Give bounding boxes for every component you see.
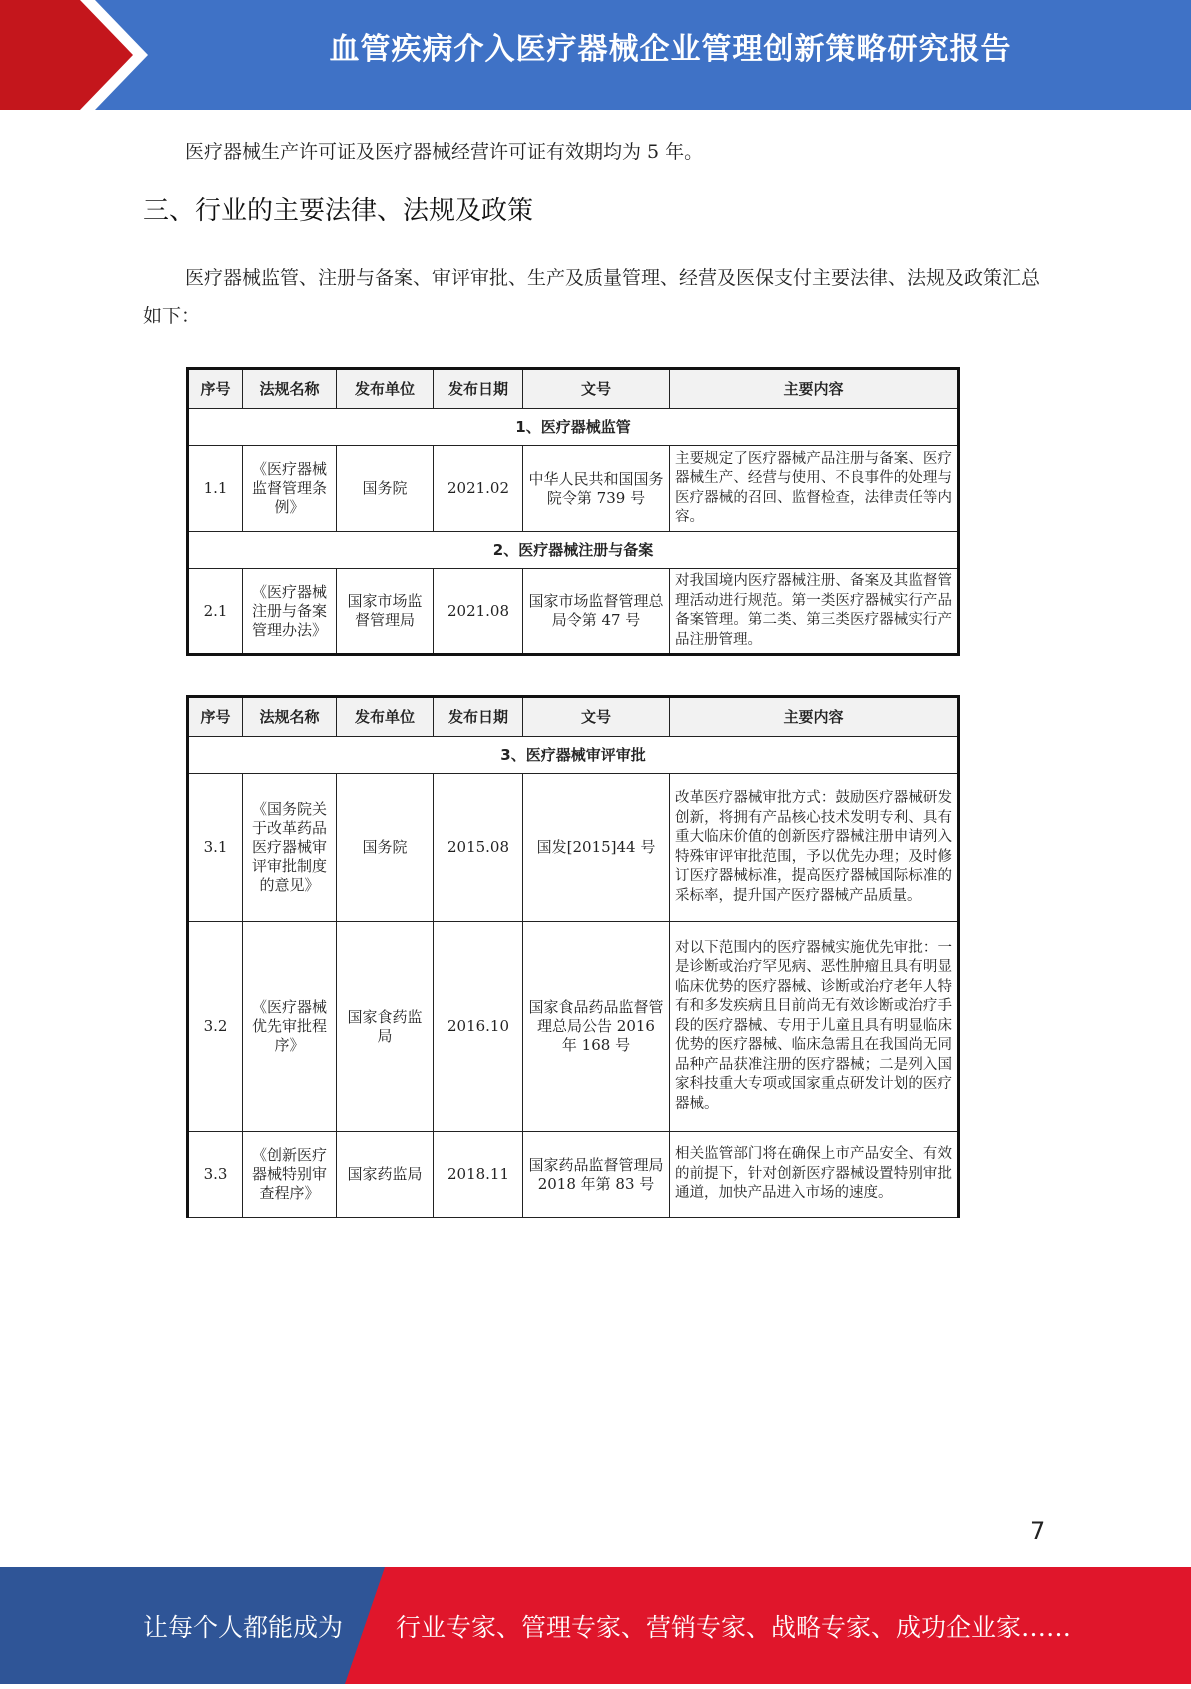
col-header-no: 序号 bbox=[188, 369, 243, 409]
regulation-table-2 bbox=[186, 695, 960, 1218]
cell-name: 《医疗器械注册与备案管理办法》 bbox=[243, 569, 337, 655]
table-header-row bbox=[188, 697, 959, 737]
cell-date: 2021.08 bbox=[434, 569, 523, 655]
col-header-date: 发布日期 bbox=[434, 369, 523, 409]
col-header-doc: 文号 bbox=[523, 369, 670, 409]
cell-no: 3.3 bbox=[188, 1132, 243, 1218]
col-header-publisher: 发布单位 bbox=[337, 369, 434, 409]
table-row bbox=[188, 569, 959, 655]
table-section-row bbox=[188, 737, 959, 774]
cell-publisher: 国务院 bbox=[337, 446, 434, 532]
footer-banner bbox=[0, 1567, 1191, 1684]
cell-date: 2016.10 bbox=[434, 922, 523, 1132]
cell-doc: 中华人民共和国国务院令第 739 号 bbox=[523, 446, 670, 532]
section-title-cell: 1、医疗器械监管 bbox=[188, 409, 959, 446]
table-row bbox=[188, 774, 959, 922]
cell-content: 改革医疗器械审批方式：鼓励医疗器械研发创新，将拥有产品核心技术发明专利、具有重大临床价值的创新医疗器械注册申请列入特殊审评审批范围，予以优先办理；及时修订医疗器械标准，提高医疗器械国际标准的采标率，提升国产医疗器械产品质量。 bbox=[670, 774, 959, 922]
table-section-row bbox=[188, 532, 959, 569]
section-title-cell: 3、医疗器械审评审批 bbox=[188, 737, 959, 774]
cell-date: 2018.11 bbox=[434, 1132, 523, 1218]
intro-paragraph: 医疗器械生产许可证及医疗器械经营许可证有效期均为 5 年。 bbox=[185, 141, 704, 163]
report-title: 血管疾病介入医疗器械企业管理创新策略研究报告 bbox=[329, 32, 1012, 67]
cell-date: 2021.02 bbox=[434, 446, 523, 532]
col-header-name: 法规名称 bbox=[243, 369, 337, 409]
table-row bbox=[188, 446, 959, 532]
cell-no: 1.1 bbox=[188, 446, 243, 532]
footer-slogan-right: 行业专家、管理专家、营销专家、战略专家、成功企业家…… bbox=[396, 1613, 1072, 1642]
cell-name: 《国务院关于改革药品医疗器械审评审批制度的意见》 bbox=[243, 774, 337, 922]
col-header-no: 序号 bbox=[188, 697, 243, 737]
cell-doc: 国家食品药品监督管理总局公告 2016 年 168 号 bbox=[523, 922, 670, 1132]
cell-no: 3.1 bbox=[188, 774, 243, 922]
cell-no: 3.2 bbox=[188, 922, 243, 1132]
col-header-name: 法规名称 bbox=[243, 697, 337, 737]
cell-publisher: 国家药监局 bbox=[337, 1132, 434, 1218]
cell-doc: 国发[2015]44 号 bbox=[523, 774, 670, 922]
cell-name: 《医疗器械监督管理条例》 bbox=[243, 446, 337, 532]
table-section-row bbox=[188, 409, 959, 446]
cell-no: 2.1 bbox=[188, 569, 243, 655]
col-header-date: 发布日期 bbox=[434, 697, 523, 737]
section-heading: 三、行业的主要法律、法规及政策 bbox=[143, 196, 534, 226]
cell-doc: 国家药品监督管理局 2018 年第 83 号 bbox=[523, 1132, 670, 1218]
cell-publisher: 国家市场监督管理局 bbox=[337, 569, 434, 655]
cell-name: 《创新医疗器械特别审查程序》 bbox=[243, 1132, 337, 1218]
col-header-publisher: 发布单位 bbox=[337, 697, 434, 737]
table-header-row bbox=[188, 369, 959, 409]
cell-date: 2015.08 bbox=[434, 774, 523, 922]
cell-name: 《医疗器械优先审批程序》 bbox=[243, 922, 337, 1132]
cell-content: 主要规定了医疗器械产品注册与备案、医疗器械生产、经营与使用、不良事件的处理与医疗器械的召回、监督检查，法律责任等内容。 bbox=[670, 446, 959, 532]
cell-content: 对以下范围内的医疗器械实施优先审批：一是诊断或治疗罕见病、恶性肿瘤且具有明显临床优势的医疗器械、诊断或治疗老年人特有和多发疾病且目前尚无有效诊断或治疗手段的医疗器械、专用于儿童且具有明显临床优势的医疗器械、临床急需且在我国尚无同品种产品获准注册的医疗器械；二是列入国家科技重大专项或国家重点研发计划的医疗器械。 bbox=[670, 922, 959, 1132]
footer-slogan-left: 让每个人都能成为 bbox=[143, 1613, 344, 1642]
table-row bbox=[188, 1132, 959, 1218]
cell-publisher: 国家食药监局 bbox=[337, 922, 434, 1132]
cell-doc: 国家市场监督管理总局令第 47 号 bbox=[523, 569, 670, 655]
col-header-doc: 文号 bbox=[523, 697, 670, 737]
table-row bbox=[188, 922, 959, 1132]
cell-publisher: 国务院 bbox=[337, 774, 434, 922]
col-header-content: 主要内容 bbox=[670, 697, 959, 737]
page-number: 7 bbox=[1030, 1517, 1046, 1545]
cell-content: 相关监管部门将在确保上市产品安全、有效的前提下，针对创新医疗器械设置特别审批通道，加快产品进入市场的速度。 bbox=[670, 1132, 959, 1218]
cell-content: 对我国境内医疗器械注册、备案及其监督管理活动进行规范。第一类医疗器械实行产品备案管理。第二类、第三类医疗器械实行产品注册管理。 bbox=[670, 569, 959, 655]
section-paragraph: 医疗器械监管、注册与备案、审评审批、生产及质量管理、经营及医保支付主要法律、法规及政策汇总如下： bbox=[143, 267, 1041, 327]
section-title-cell: 2、医疗器械注册与备案 bbox=[188, 532, 959, 569]
header-banner bbox=[0, 0, 1191, 110]
regulation-table-1 bbox=[186, 367, 960, 656]
col-header-content: 主要内容 bbox=[670, 369, 959, 409]
